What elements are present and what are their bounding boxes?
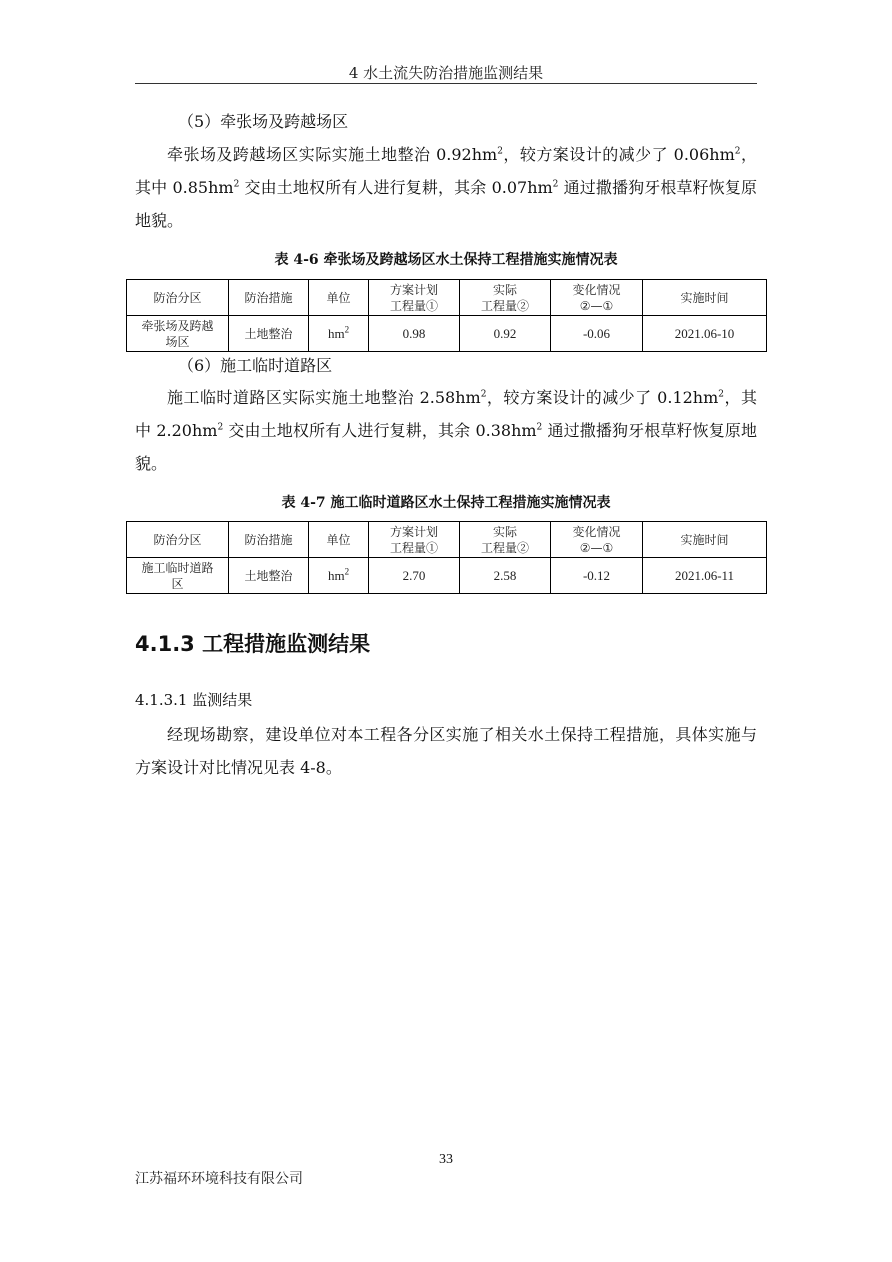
table-row xyxy=(127,558,767,594)
text: 牵张场及跨越场区实际实施土地整治 0.92hm xyxy=(167,145,498,164)
text: 交由土地权所有人进行复耕，其余 0.07hm xyxy=(239,178,553,197)
subsection-heading-5: （5）牵张场及跨越场区 xyxy=(178,112,349,131)
unit-text: hm xyxy=(327,567,345,583)
header-cell: 单位 xyxy=(309,280,369,316)
header-cell: 变化情况 ②—① xyxy=(551,522,643,558)
paragraph-text: 经现场勘察，建设单位对本工程各分区实施了相关水土保持工程措施，具体实施与方案设计对比情况见表 4-8。 xyxy=(135,725,757,777)
text: ，其中 0.85hm xyxy=(135,145,757,197)
header-rule xyxy=(135,83,757,84)
subsection-title: 4.1.3.1 监测结果 xyxy=(135,691,253,709)
subsection-heading-6: （6）施工临时道路区 xyxy=(178,356,333,375)
header-cell: 防治分区 xyxy=(127,280,229,316)
cell-planned: 2.70 xyxy=(369,558,460,594)
table-header-row xyxy=(127,522,767,558)
cell-area: 施工临时道路 区 xyxy=(127,558,229,594)
section-title: 4.1.3 工程措施监测结果 xyxy=(135,632,371,656)
header-cell: 实施时间 xyxy=(643,280,767,316)
superscript: 2 xyxy=(536,422,543,433)
superscript: 2 xyxy=(718,389,725,400)
header-cell: 方案计划 工程量① xyxy=(369,280,460,316)
cell-date: 2021.06-11 xyxy=(643,558,767,594)
text: ，其中 2.20hm xyxy=(135,388,757,440)
cell-measure: 土地整治 xyxy=(229,316,309,352)
table-4-7-caption: 表 4-7 施工临时道路区水土保持工程措施实施情况表 xyxy=(281,495,611,511)
table-header-row xyxy=(127,280,767,316)
cell-area: 牵张场及跨越 场区 xyxy=(127,316,229,352)
paragraph-section-6 xyxy=(135,381,757,480)
superscript: 2 xyxy=(497,146,503,157)
header-cell: 变化情况 ②—① xyxy=(551,280,643,316)
header-cell: 防治措施 xyxy=(229,280,309,316)
cell-date: 2021.06-10 xyxy=(643,316,767,352)
cell-unit xyxy=(309,316,369,352)
superscript: 2 xyxy=(480,389,487,400)
table-4-6-caption: 表 4-6 牵张场及跨越场区水土保持工程措施实施情况表 xyxy=(274,252,618,268)
paragraph-section-5 xyxy=(135,138,757,237)
cell-change: -0.06 xyxy=(551,316,643,352)
text: ，较方案设计的减少了 0.06hm xyxy=(502,145,735,164)
paragraph-monitoring-result xyxy=(135,718,757,784)
header-cell: 实际 工程量② xyxy=(460,522,551,558)
cell-change: -0.12 xyxy=(551,558,643,594)
header-cell: 防治分区 xyxy=(127,522,229,558)
text: 施工临时道路区实际实施土地整治 2.58hm xyxy=(167,388,481,407)
cell-unit xyxy=(309,558,369,594)
superscript: 2 xyxy=(344,566,350,577)
superscript: 2 xyxy=(734,146,741,157)
company-footer: 江苏福环环境科技有限公司 xyxy=(135,1171,303,1187)
header-cell: 防治措施 xyxy=(229,522,309,558)
superscript: 2 xyxy=(233,179,240,190)
cell-planned: 0.98 xyxy=(369,316,460,352)
table-row xyxy=(127,316,767,352)
unit-text: hm xyxy=(327,325,345,341)
table-4-7 xyxy=(126,521,767,594)
text: 交由土地权所有人进行复耕，其余 0.38hm xyxy=(223,421,537,440)
cell-actual: 0.92 xyxy=(460,316,551,352)
text: ，较方案设计的减少了 0.12hm xyxy=(486,388,719,407)
superscript: 2 xyxy=(552,179,559,190)
cell-measure: 土地整治 xyxy=(229,558,309,594)
header-cell: 方案计划 工程量① xyxy=(369,522,460,558)
page-number: 33 xyxy=(439,1152,453,1167)
header-cell: 单位 xyxy=(309,522,369,558)
cell-actual: 2.58 xyxy=(460,558,551,594)
header-cell: 实施时间 xyxy=(643,522,767,558)
text: 通过撒播狗牙根草籽恢复原地貌。 xyxy=(135,178,757,230)
table-4-6 xyxy=(126,279,767,352)
superscript: 2 xyxy=(344,324,350,335)
header-cell: 实际 工程量② xyxy=(460,280,551,316)
running-header: 4 水土流失防治措施监测结果 xyxy=(348,64,544,82)
text: 通过撒播狗牙根草籽恢复原地貌。 xyxy=(135,421,757,473)
superscript: 2 xyxy=(217,422,224,433)
